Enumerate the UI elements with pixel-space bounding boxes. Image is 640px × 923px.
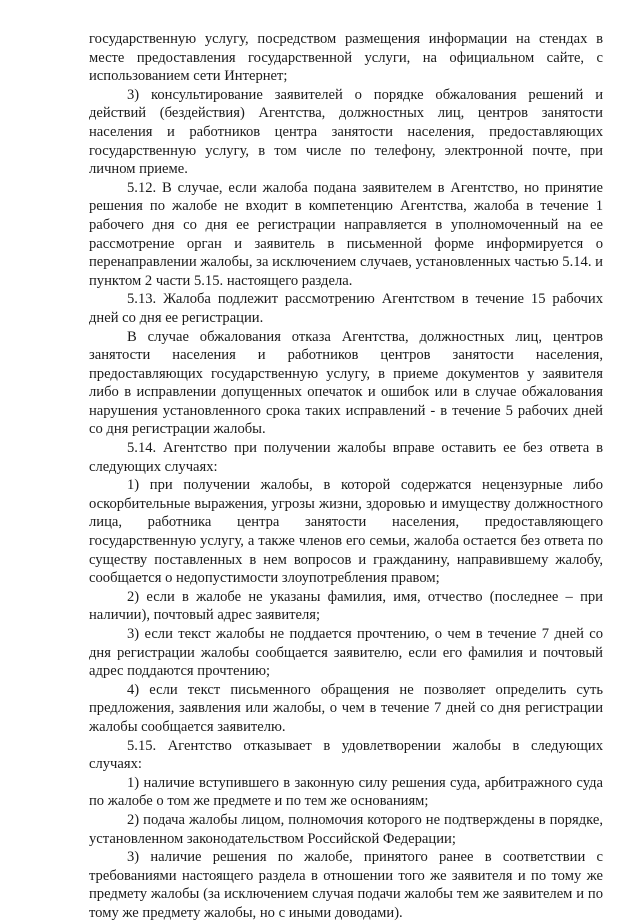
paragraph-5-14-item-4: 4) если текст письменного обращения не позволяет определить суть предложения, заявления или жалобы, о чем в течение 7 дней со дня регистрации жалобы сообщается заявителю.: [89, 681, 603, 735]
paragraph-5-14: 5.14. Агентство при получении жалобы вправе оставить ее без ответа в следующих случаях:: [89, 440, 603, 475]
paragraph-5-13-appeal: В случае обжалования отказа Агентства, должностных лиц, центров занятости населения и работников центров занятости населения, предоставляющих государственную услугу, в приеме документов у заявителя либо в исправлении допущенных опечаток и ошибок или в случае обжалования нарушения установленного срока таких исправлений - в течение 5 рабочих дней со дня регистрации жалобы.: [89, 328, 603, 438]
paragraph-5-14-item-1: 1) при получении жалобы, в которой содержатся нецензурные либо оскорбительные выражения, угрозы жизни, здоровью и имуществу должностного лица, работника центра занятости населения, предоставляющего государственную услугу, а также членов его семьи, жалоба остается без ответа по существу поставленных в нем вопросов и гражданину, направившему жалобу, сообщается о недопустимости злоупотребления правом;: [89, 477, 603, 587]
paragraph-5-15-item-3: 3) наличие решения по жалобе, принятого ранее в соответствии с требованиями настоящего раздела в отношении того же заявителя и по тому же предмету жалобы (за исключением случая подачи жалобы тем же заявителем и по тому же предмету жалобы, но с иными доводами).: [89, 849, 603, 921]
paragraph-5-13: 5.13. Жалоба подлежит рассмотрению Агентством в течение 15 рабочих дней со дня ее регистрации.: [89, 291, 603, 326]
paragraph-5-12: 5.12. В случае, если жалоба подана заявителем в Агентство, но принятие решения по жалобе не входит в компетенцию Агентства, жалоба в течение 1 рабочего дня со дня ее регистрации направляется в уполномоченный на ее рассмотрение орган и заявитель в письменной форме информируется о перенаправлении жалобы, за исключением случаев, установленных частью 5.14. и пунктом 2 части 5.15. настоящего раздела.: [89, 179, 603, 289]
paragraph-continuation: государственную услугу, посредством размещения информации на стендах в месте предоставления государственной услуги, на официальном сайте, с использованием сети Интернет;: [89, 31, 603, 85]
paragraph-5-15-item-2: 2) подача жалобы лицом, полномочия которого не подтверждены в порядке, установленном законодательством Российской Федерации;: [89, 811, 603, 847]
paragraph-5-14-item-3: 3) если текст жалобы не поддается прочтению, о чем в течение 7 дней со дня регистрации жалобы сообщается заявителю, если его фамилия и почтовый адрес поддаются прочтению;: [89, 626, 603, 680]
paragraph-5-14-item-2: 2) если в жалобе не указаны фамилия, имя, отчество (последнее – при наличии), почтовый адрес заявителя;: [89, 588, 603, 624]
paragraph-item-3-consulting: 3) консультирование заявителей о порядке обжалования решений и действий (бездействия) Агентства, должностных лиц, центров занятости населения и работников центра занятости населения, предоставляющих государственную услугу, в том числе по телефону, электронной почте, при личном приеме.: [89, 86, 603, 178]
document-page: [89, 30, 603, 923]
paragraph-5-15: 5.15. Агентство отказывает в удовлетворении жалобы в следующих случаях:: [89, 737, 603, 773]
paragraph-5-15-item-1: 1) наличие вступившего в законную силу решения суда, арбитражного суда по жалобе о том же предмете и по тем же основаниям;: [89, 774, 603, 810]
